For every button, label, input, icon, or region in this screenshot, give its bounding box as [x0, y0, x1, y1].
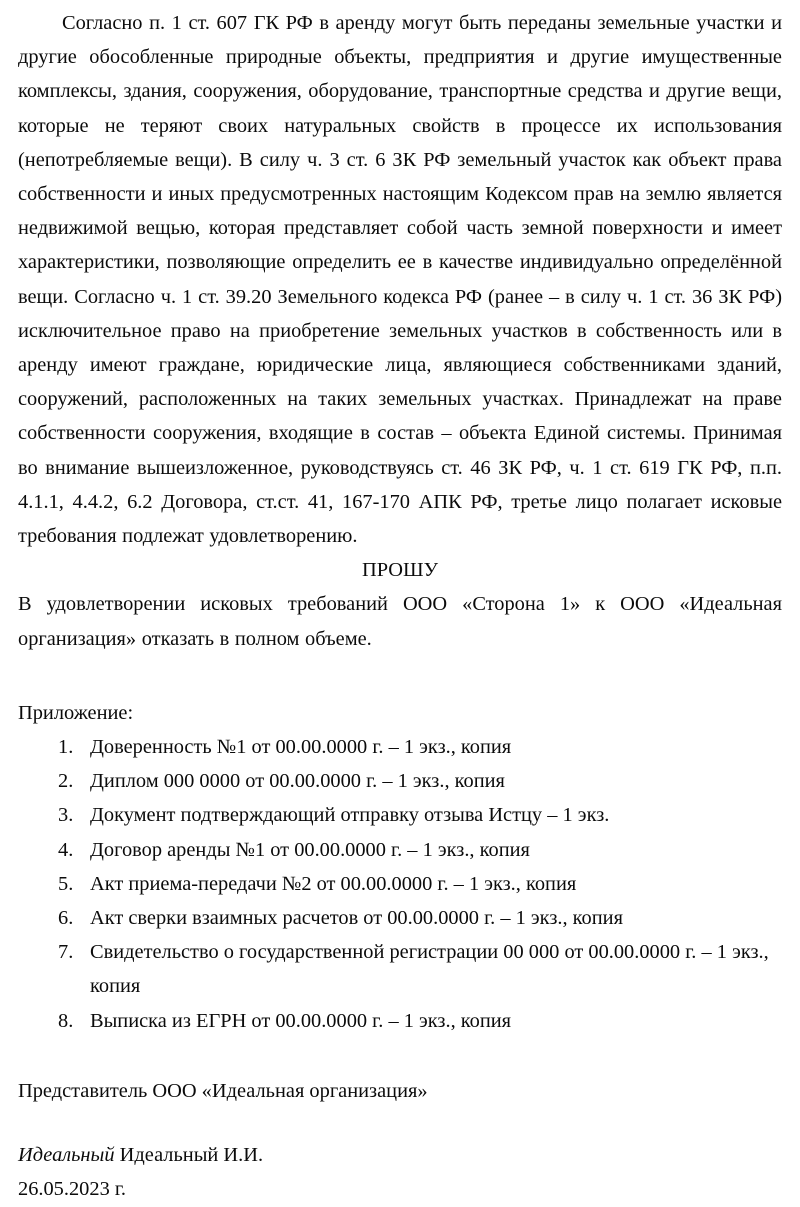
list-item: [18, 867, 782, 901]
spacer-before-attachments: [18, 656, 782, 696]
list-item: [18, 1004, 782, 1038]
body-paragraph: Согласно п. 1 ст. 607 ГК РФ в аренду могут быть переданы земельные участки и другие обособленные природные объекты, предприятия и другие имущественные комплексы, здания, сооружения, оборудование, транспортные средства и другие вещи, которые не теряют своих натуральных свойств в процессе их использования (непотребляемые вещи). В силу ч. 3 ст. 6 ЗК РФ земельный участок как объект права собственности и иных предусмотренных настоящим Кодексом прав на землю является недвижимой вещью, которая представляет собой часть земной поверхности и имеет характеристики, позволяющие определить ее в качестве индивидуально определённой вещи. Согласно ч. 1 ст. 39.20 Земельного кодекса РФ (ранее – в силу ч. 1 ст. 36 ЗК РФ) исключительное право на приобретение земельных участков в собственность или в аренду имеют граждане, юридические лица, являющиеся собственниками зданий, сооружений, расположенных на таких земельных участках. Принадлежат на праве собственности сооружения, входящие в состав – объекта Единой системы. Принимая во внимание вышеизложенное, руководствуясь ст. 46 ЗК РФ, ч. 1 ст. 619 ГК РФ, п.п. 4.1.1, 4.4.2, 6.2 Договора, ст.ст. 41, 167-170 АПК РФ, третье лицо полагает исковые требования подлежат удовлетворению.: [18, 12, 782, 548]
list-item-number: 3.: [58, 804, 74, 827]
list-item-label: Акт сверки взаимных расчетов от 00.00.0000 г. – 1 экз., копия: [90, 907, 623, 930]
petition-text: В удовлетворении исковых требований ООО «Сторона 1» к ООО «Идеальная организация» отказать в полном объеме.: [18, 593, 782, 650]
list-item: [18, 935, 782, 1003]
list-item-label: Акт приема-передачи №2 от 00.00.0000 г. – 1 экз., копия: [90, 872, 577, 895]
list-item: [18, 730, 782, 764]
attachments-heading: Приложение:: [18, 701, 134, 724]
list-item-label: Доверенность №1 от 00.00.0000 г. – 1 экз., копия: [90, 736, 512, 759]
list-item-number: 2.: [58, 770, 74, 793]
signature-name: Идеальный И.И.: [119, 1144, 264, 1167]
list-item-label: Свидетельство о государственной регистрации 00 000 от 00.00.0000 г. – 1 экз., копия: [90, 941, 769, 998]
list-item: [18, 833, 782, 867]
list-item-number: 5.: [58, 872, 74, 895]
attachments-list: [18, 730, 782, 1038]
list-item-label: Документ подтверждающий отправку отзыва Истцу – 1 экз.: [90, 804, 610, 827]
list-item-number: 4.: [58, 838, 74, 861]
signature-date: 26.05.2023 г.: [18, 1178, 127, 1201]
list-item: [18, 901, 782, 935]
signature-facsimile: Идеальный: [18, 1144, 115, 1167]
representative-line: Представитель ООО «Идеальная организация»: [18, 1079, 428, 1102]
spacer-before-signature: [18, 1038, 782, 1074]
list-item: [18, 798, 782, 832]
signature-line: [18, 1138, 782, 1172]
list-item-number: 7.: [58, 941, 74, 964]
list-item: [18, 764, 782, 798]
list-item-number: 8.: [58, 1009, 74, 1032]
petition-heading: ПРОШУ: [361, 559, 439, 582]
list-item-label: Диплом 000 0000 от 00.00.0000 г. – 1 экз., копия: [90, 770, 505, 793]
spacer-before-facsimile: [18, 1108, 782, 1138]
list-item-label: Выписка из ЕГРН от 00.00.0000 г. – 1 экз., копия: [90, 1009, 512, 1032]
list-item-label: Договор аренды №1 от 00.00.0000 г. – 1 экз., копия: [90, 838, 530, 861]
list-item-number: 1.: [58, 736, 74, 759]
list-item-number: 6.: [58, 907, 74, 930]
